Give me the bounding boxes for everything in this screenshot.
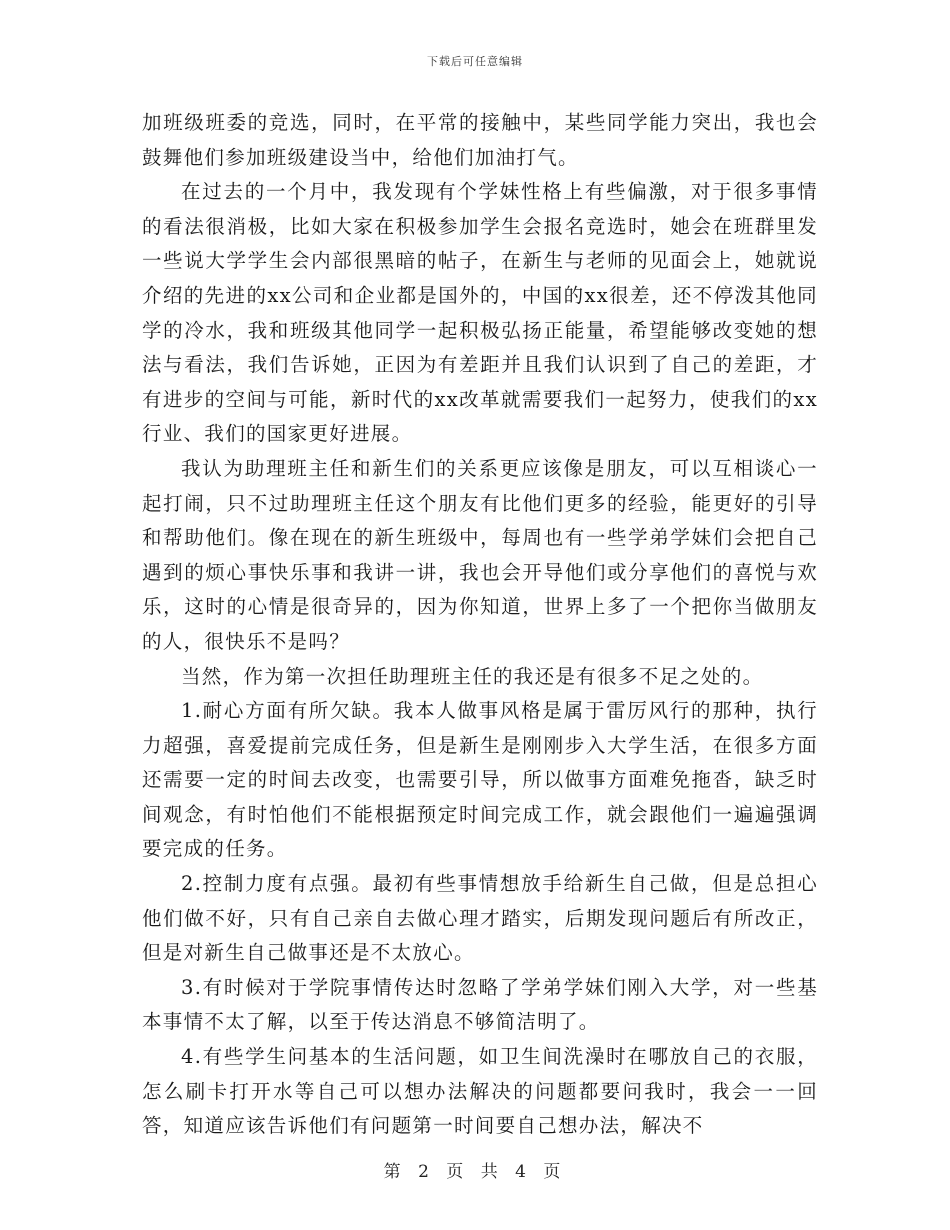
paragraph: 当然，作为第一次担任助理班主任的我还是有很多不足之处的。 [181,664,764,688]
paragraph: 3.有时候对于学院事情传达时忽略了学弟学妹们刚入大学，对一些基本事情不太了解，以至于传达消息不够简洁明了。 [142,975,818,1034]
paragraph: 4.有些学生问基本的生活问题，如卫生间洗澡时在哪放自己的衣服，怎么刷卡打开水等自己可以想办法解决的问题都要问我时，我会一一回答，知道应该告诉他们有问题第一时间要自己想办法，解决不 [142,1045,818,1138]
paragraph: 我认为助理班主任和新生们的关系更应该像是朋友，可以互相谈心一起打闹，只不过助理班主任这个朋友有比他们更多的经验，能更好的引导和帮助他们。像在现在的新生班级中，每周也有一些学弟学妹们会把自己遇到的烦心事快乐事和我讲一讲，我也会开导他们或分享他们的喜悦与欢乐，这时的心情是很奇异的，因为你知道，世界上多了一个把你当做朋友的人，很快乐不是吗？ [142,456,818,653]
paragraph: 在过去的一个月中，我发现有个学妹性格上有些偏激，对于很多事情的看法很消极，比如大家在积极参加学生会报名竞选时，她会在班群里发一些说大学学生会内部很黑暗的帖子，在新生与老师的见面会上，她就说介绍的先进的xx公司和企业都是国外的，中国的xx很差，还不停泼其他同学的冷水，我和班级其他同学一起积极弘扬正能量，希望能够改变她的想法与看法，我们告诉她，正因为有差距并且我们认识到了自己的差距，才有进步的空间与可能，新时代的xx改革就需要我们一起努力，使我们的xx行业、我们的国家更好进展。 [142,180,818,446]
paragraph: 加班级班委的竞选，同时，在平常的接触中，某些同学能力突出，我也会鼓舞他们参加班级建设当中，给他们加油打气。 [142,111,818,169]
page-number: 第 2 页 共 4 页 [383,1162,567,1182]
header-note: 下载后可任意编辑 [427,55,523,68]
paragraph: 1.耐心方面有所欠缺。我本人做事风格是属于雷厉风行的那种，执行力超强，喜爱提前完成任务，但是新生是刚刚步入大学生活，在很多方面还需要一定的时间去改变，也需要引导，所以做事方面难免拖沓，缺乏时间观念，有时怕他们不能根据预定时间完成工作，就会跟他们一遍遍强调要完成的任务。 [142,699,818,861]
paragraph: 2.控制力度有点强。最初有些事情想放手给新生自己做，但是总担心他们做不好，只有自己亲自去做心理才踏实，后期发现问题后有所改正，但是对新生自己做事还是不太放心。 [142,872,818,965]
document-body [142,106,818,1144]
